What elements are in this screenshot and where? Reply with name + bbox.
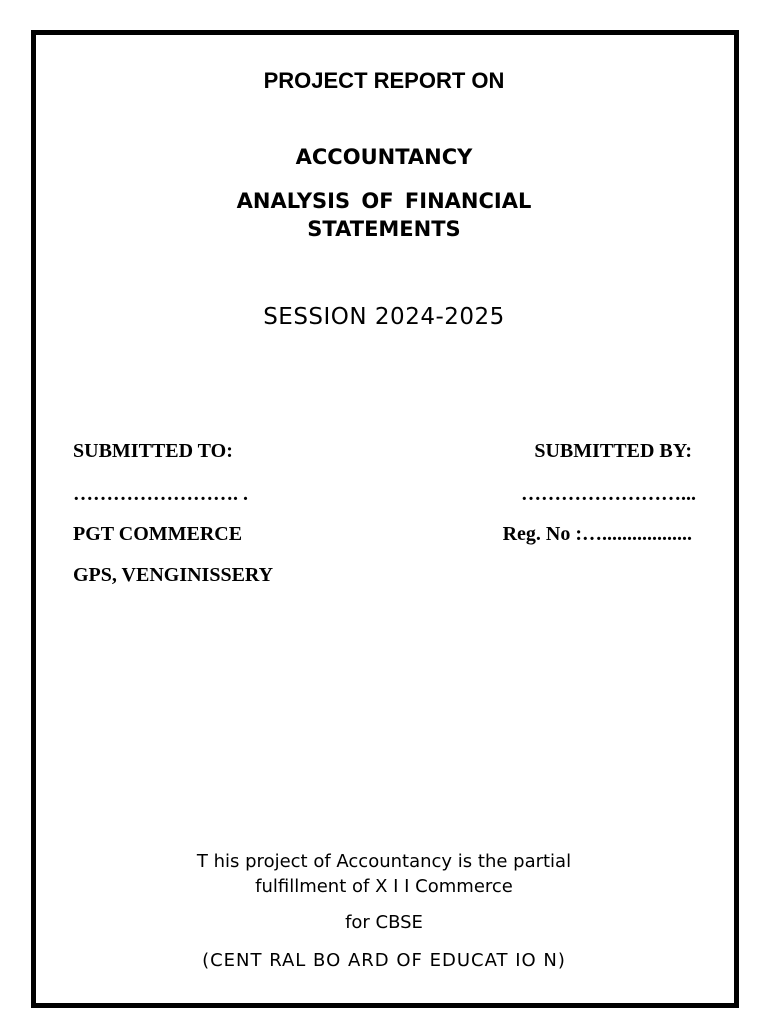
submitted-by-name-blank: ……………………... xyxy=(521,483,696,505)
topic-line-2: STATEMENTS xyxy=(307,217,461,241)
footer-board-full: (CENT RAL BO ARD OF EDUCAT IO N) xyxy=(202,950,566,971)
session-text: SESSION 2024-2025 xyxy=(263,304,505,330)
footer-line-2: fulfillment of X I I Commerce xyxy=(255,876,513,897)
report-heading: PROJECT REPORT ON xyxy=(263,68,505,93)
submitted-to-label: SUBMITTED TO: xyxy=(73,440,233,462)
subject-title: ACCOUNTANCY xyxy=(295,145,473,169)
footer-statement xyxy=(0,849,768,899)
submitted-by-label: SUBMITTED BY: xyxy=(534,440,692,462)
school-name: GPS, VENGINISSERY xyxy=(73,564,274,586)
footer-line-1: T his project of Accountancy is the partial xyxy=(196,851,572,872)
topic-title xyxy=(0,187,768,243)
footer-board-short: for CBSE xyxy=(345,912,423,933)
submitted-to-name-blank: ……………………. . xyxy=(73,483,248,505)
teacher-designation: PGT COMMERCE xyxy=(73,523,243,545)
topic-line-1: ANALYSIS OF FINANCIAL xyxy=(236,189,532,213)
registration-number: Reg. No :….................. xyxy=(502,523,692,545)
